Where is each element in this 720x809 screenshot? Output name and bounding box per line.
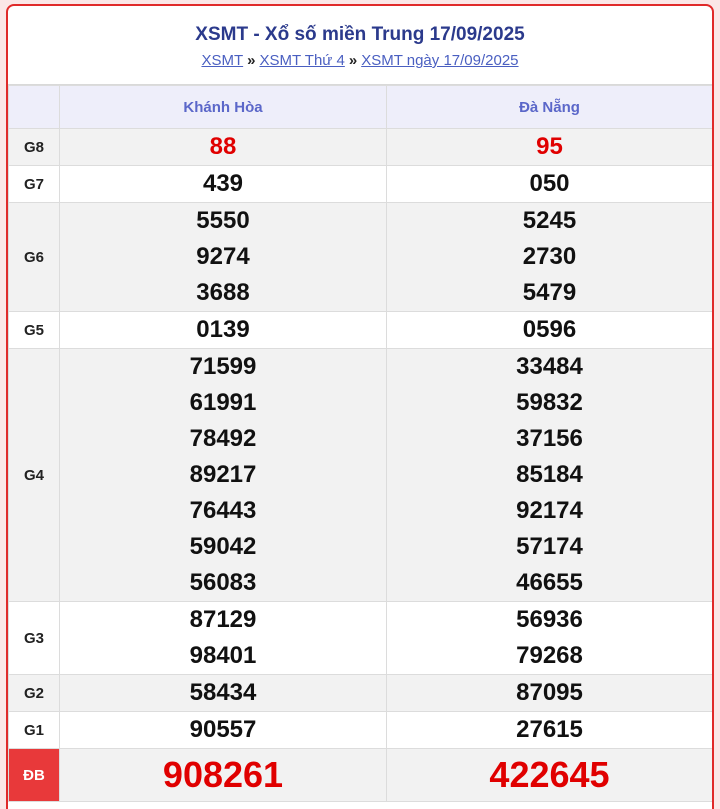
breadcrumb-xsmt-date[interactable]: XSMT ngày 17/09/2025 [361,52,519,69]
table-header-row [9,86,713,129]
prize-label: G4 [9,349,60,602]
prize-label: G7 [9,166,60,203]
prize-number: 95 [536,133,563,160]
results-header [8,6,712,85]
prize-number: 85184 [516,461,583,488]
prize-cell-da-nang [387,749,713,802]
breadcrumb-xsmt-thu4[interactable]: XSMT Thứ 4 [259,52,345,69]
prize-label: G2 [9,675,60,712]
prize-row [9,166,713,203]
prize-number: 050 [529,170,570,197]
prize-cell-khanh-hoa [60,166,387,203]
prize-number: 56936 [516,606,583,633]
prize-cell-khanh-hoa [60,312,387,349]
prize-number: 78492 [189,425,257,452]
prize-number: 79268 [516,642,583,669]
breadcrumb-xsmt[interactable]: XSMT [201,52,244,69]
breadcrumb-separator: » [247,52,256,69]
column-header-da-nang[interactable]: Đà Nẵng [387,86,713,129]
prize-label: G6 [9,203,60,312]
prize-number: 37156 [516,425,583,452]
prize-number: 46655 [516,569,583,596]
prize-number: 9274 [196,243,250,270]
prize-number: 5550 [196,207,250,234]
prize-number: 5479 [522,279,577,306]
page-title: XSMT - Xổ số miền Trung 17/09/2025 [195,24,525,45]
prize-cell-da-nang [387,712,713,749]
prize-label: G3 [9,602,60,675]
prize-number: 61991 [189,389,257,416]
prize-row [9,203,713,312]
prize-number: 87095 [516,679,583,706]
breadcrumb [8,51,712,71]
prize-number: 92174 [516,497,583,524]
prize-number: 57174 [516,533,583,560]
prize-row [9,129,713,166]
prize-number: 71599 [189,353,257,380]
prize-cell-da-nang [387,349,713,602]
prize-cell-da-nang [387,602,713,675]
results-card [6,4,714,809]
prize-number: 33484 [516,353,583,380]
header-blank-cell [9,86,60,129]
prize-cell-khanh-hoa [60,349,387,602]
prize-cell-da-nang [387,203,713,312]
prize-label: ĐB [9,749,60,802]
prize-cell-khanh-hoa [60,602,387,675]
prize-cell-khanh-hoa [60,749,387,802]
breadcrumb-separator: » [348,52,358,69]
prize-number: 908261 [162,754,284,795]
prize-cell-khanh-hoa [60,712,387,749]
prize-row [9,312,713,349]
prize-cell-da-nang [387,675,713,712]
prize-number: 2730 [522,243,577,270]
prize-label: G1 [9,712,60,749]
prize-number: 59832 [516,389,583,416]
prize-number: 27615 [516,716,583,743]
prize-number: 439 [202,170,244,197]
results-body [9,129,713,802]
prize-number: 5245 [522,207,577,234]
prize-number: 59042 [189,533,257,560]
prize-number: 58434 [189,679,257,706]
prize-number: 89217 [189,461,257,488]
prize-number: 422645 [489,754,610,795]
prize-number: 90557 [189,716,257,743]
prize-number: 56083 [189,569,257,596]
prize-cell-khanh-hoa [60,675,387,712]
prize-row [9,675,713,712]
prize-cell-da-nang [387,312,713,349]
prize-cell-khanh-hoa [60,129,387,166]
prize-number: 76443 [189,497,257,524]
column-header-khanh-hoa[interactable]: Khánh Hòa [60,86,387,129]
prize-row [9,349,713,602]
prize-row [9,749,713,802]
prize-cell-khanh-hoa [60,203,387,312]
prize-number: 0596 [522,316,577,343]
prize-row [9,602,713,675]
prize-number: 98401 [189,642,257,669]
prize-number: 88 [209,133,237,160]
prize-number: 0139 [196,316,250,343]
prize-number: 87129 [189,606,257,633]
prize-number: 3688 [196,279,250,306]
prize-label: G5 [9,312,60,349]
results-table [8,85,713,802]
prize-cell-da-nang [387,129,713,166]
prize-cell-da-nang [387,166,713,203]
prize-row [9,712,713,749]
prize-label: G8 [9,129,60,166]
